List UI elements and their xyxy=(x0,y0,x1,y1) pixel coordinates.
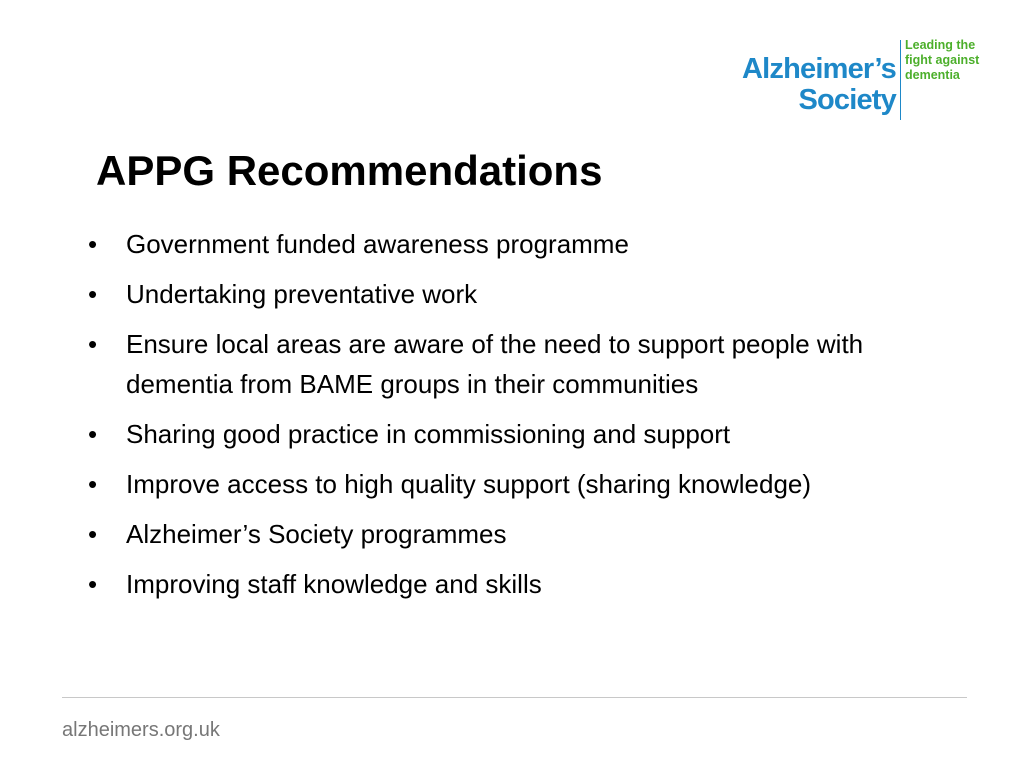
list-item-text: Improve access to high quality support (sharing knowledge) xyxy=(126,469,812,499)
logo-tagline-line: dementia xyxy=(905,68,960,82)
bullet-icon: • xyxy=(88,469,98,499)
logo-wordmark xyxy=(736,54,896,116)
list-item-text: Improving staff knowledge and skills xyxy=(126,569,542,599)
list-item xyxy=(86,514,946,554)
list-item xyxy=(86,564,946,604)
list-item-text: Undertaking preventative work xyxy=(126,279,478,309)
list-item xyxy=(86,224,946,264)
logo-tagline-line: Leading the xyxy=(905,38,976,52)
list-item-text: Government funded awareness programme xyxy=(126,229,629,259)
list-item xyxy=(86,414,946,454)
list-item xyxy=(86,464,946,504)
bullet-icon: • xyxy=(88,569,98,599)
logo-name-line2: Society xyxy=(798,84,896,116)
recommendations-list xyxy=(86,224,946,604)
bullet-icon: • xyxy=(88,229,98,259)
logo-divider-line xyxy=(900,40,901,120)
logo-name-line1: Alzheimer’s xyxy=(742,53,896,85)
list-item-text: Sharing good practice in commissioning and support xyxy=(126,419,731,449)
bullet-icon: • xyxy=(88,519,98,549)
logo-tagline xyxy=(905,38,979,83)
footer-website-link[interactable]: alzheimers.org.uk xyxy=(62,719,220,741)
slide-title: APPG Recommendations xyxy=(96,147,603,194)
list-item-text: Ensure local areas are aware of the need to support people with dementia from BAME groups in their communities xyxy=(126,329,864,399)
footer-divider xyxy=(62,697,967,698)
logo-tagline-line: fight against xyxy=(905,53,980,67)
list-item xyxy=(86,324,946,404)
bullet-icon: • xyxy=(88,329,98,359)
bullet-icon: • xyxy=(88,279,98,309)
bullet-icon: • xyxy=(88,419,98,449)
list-item-text: Alzheimer’s Society programmes xyxy=(126,519,507,549)
list-item xyxy=(86,274,946,314)
alzheimers-society-logo xyxy=(736,38,996,124)
